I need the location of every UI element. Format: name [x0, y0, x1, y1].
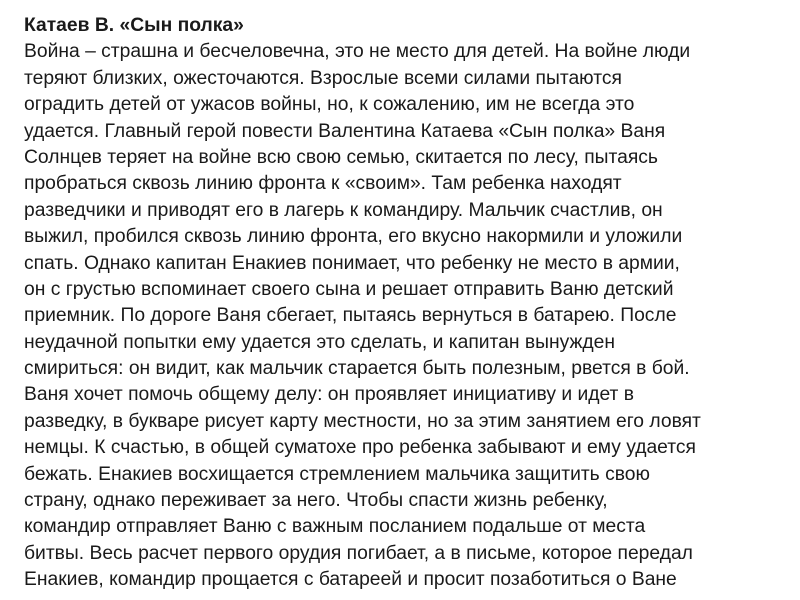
text-line: удается. Главный герой повести Валентина Катаева «Сын полка» Ваня: [24, 120, 666, 142]
text-line: командир отправляет Ваню с важным посланием подальше от места: [24, 516, 646, 538]
text-line: спать. Однако капитан Енакиев понимает, что ребенку не место в армии,: [24, 252, 680, 274]
text-line: Енакиев, командир прощается с батареей и просит позаботиться о Ване: [24, 569, 677, 591]
essay-text: [24, 13, 796, 594]
text-line: страну, однако переживает за него. Чтобы спасти жизнь ребенку,: [24, 490, 608, 512]
text-line: бежать. Енакиев восхищается стремлением мальчика защитить свою: [24, 463, 650, 485]
text-line: Война – страшна и бесчеловечна, это не место для детей. На войне люди: [24, 41, 691, 63]
text-line: приемник. По дороге Ваня сбегает, пытаясь вернуться в батарею. После: [24, 305, 677, 327]
text-line: выжил, пробился сквозь линию фронта, его вкусно накормили и уложили: [24, 226, 683, 248]
text-line: смириться: он видит, как мальчик старается быть полезным, рвется в бой.: [24, 358, 690, 380]
text-line: теряют близких, ожесточаются. Взрослые всеми силами пытаются: [24, 67, 622, 89]
text-line: немцы. К счастью, в общей суматохе про ребенка забывают и ему удается: [24, 437, 696, 459]
text-line: разведку, в букваре рисует карту местности, но за этим занятием его ловят: [24, 410, 701, 432]
document-title: Катаев В. «Сын полка»: [24, 15, 244, 36]
text-line: неудачной попытки ему удается это сделать, и капитан вынужден: [24, 331, 616, 353]
text-line: Солнцев теряет на войне всю свою семью, скитается по лесу, пытаясь: [24, 146, 658, 168]
text-line: пробраться сквозь линию фронта к «своим». Там ребенка находят: [24, 173, 622, 195]
text-line: разведчики и приводят его в лагерь к командиру. Мальчик счастлив, он: [24, 199, 663, 221]
text-line: битвы. Весь расчет первого орудия погибает, а в письме, которое передал: [24, 542, 693, 564]
text-line: он с грустью вспоминает своего сына и решает отправить Ваню детский: [24, 278, 674, 300]
text-line: оградить детей от ужасов войны, но, к сожалению, им не всегда это: [24, 94, 635, 116]
text-line: Ваня хочет помочь общему делу: он проявляет инициативу и идет в: [24, 384, 634, 406]
